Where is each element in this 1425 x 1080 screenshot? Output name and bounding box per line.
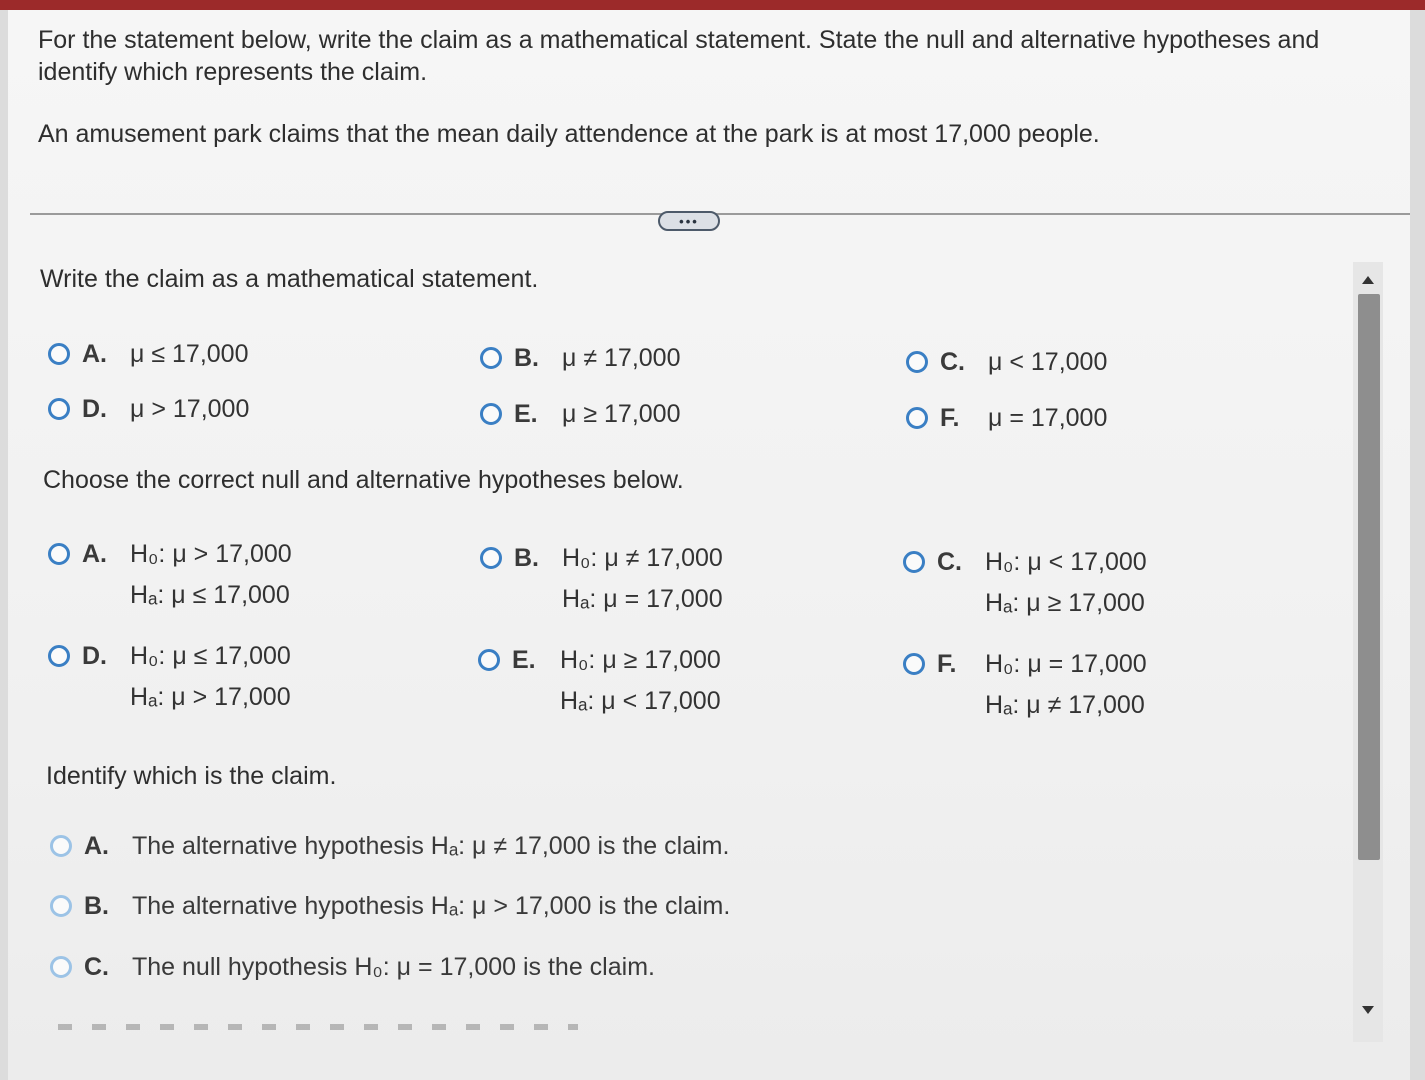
option-text: μ = 17,000	[988, 404, 1108, 432]
q2-option-f[interactable]	[903, 650, 1147, 720]
q2-option-b[interactable]	[480, 544, 723, 614]
q3-prompt: Identify which is the claim.	[46, 762, 337, 790]
null-hypothesis: H₀: μ ≥ 17,000	[560, 646, 721, 674]
q2-option-c[interactable]	[903, 548, 1147, 618]
alternative-hypothesis: Hₐ: μ ≤ 17,000	[130, 581, 290, 609]
option-text: μ < 17,000	[988, 348, 1108, 376]
radio-button[interactable]	[48, 343, 70, 365]
option-text: The alternative hypothesis Hₐ: μ ≠ 17,000 is the claim.	[132, 832, 730, 860]
option-letter: F.	[937, 650, 957, 678]
null-hypothesis: H₀: μ < 17,000	[985, 548, 1147, 576]
q1-option-c[interactable]	[906, 348, 1107, 377]
option-text: μ ≠ 17,000	[562, 344, 681, 372]
alternative-hypothesis: Hₐ: μ ≥ 17,000	[985, 589, 1145, 617]
option-letter: C.	[937, 548, 962, 576]
q2-option-a[interactable]	[48, 540, 292, 610]
cut-off-option-row	[58, 1024, 578, 1030]
instruction-line-1: For the statement below, write the claim as a mathematical statement. State the null and alternative hypotheses and	[38, 26, 1320, 54]
alternative-hypothesis: Hₐ: μ ≠ 17,000	[985, 691, 1145, 719]
radio-button[interactable]	[50, 895, 72, 917]
alternative-hypothesis: Hₐ: μ = 17,000	[562, 585, 723, 613]
q1-option-f[interactable]	[906, 404, 1107, 433]
radio-button[interactable]	[903, 653, 925, 675]
radio-button[interactable]	[48, 398, 70, 420]
option-letter: B.	[514, 344, 539, 372]
q2-option-e[interactable]	[478, 646, 721, 716]
q2-option-d[interactable]	[48, 642, 291, 712]
q2-prompt: Choose the correct null and alternative hypotheses below.	[43, 466, 684, 494]
option-letter: B.	[514, 544, 539, 572]
option-letter: A.	[84, 832, 109, 860]
radio-button[interactable]	[480, 403, 502, 425]
option-text: The alternative hypothesis Hₐ: μ > 17,000 is the claim.	[132, 892, 731, 920]
option-letter: A.	[82, 340, 107, 368]
q3-option-b[interactable]	[50, 892, 730, 921]
radio-button[interactable]	[906, 351, 928, 373]
problem-statement: An amusement park claims that the mean daily attendence at the park is at most 17,000 people.	[38, 120, 1100, 148]
q1-option-e[interactable]	[480, 400, 680, 429]
null-hypothesis: H₀: μ = 17,000	[985, 650, 1147, 678]
radio-button[interactable]	[906, 407, 928, 429]
q1-prompt: Write the claim as a mathematical statement.	[40, 265, 539, 293]
q1-option-b[interactable]	[480, 344, 680, 373]
option-letter: E.	[512, 646, 536, 674]
null-hypothesis: H₀: μ ≠ 17,000	[562, 544, 723, 572]
top-accent-bar	[0, 0, 1425, 10]
question-page	[8, 10, 1410, 1080]
scroll-down-arrow-icon[interactable]	[1362, 1006, 1374, 1014]
option-letter: A.	[82, 540, 107, 568]
option-letter: C.	[84, 953, 109, 981]
option-letter: C.	[940, 348, 965, 376]
section-divider	[30, 213, 1410, 215]
radio-button[interactable]	[480, 547, 502, 569]
radio-button[interactable]	[480, 347, 502, 369]
option-letter: D.	[82, 642, 107, 670]
q1-option-a[interactable]	[48, 340, 248, 369]
scrollbar-thumb[interactable]	[1358, 294, 1380, 860]
alternative-hypothesis: Hₐ: μ > 17,000	[130, 683, 291, 711]
null-hypothesis: H₀: μ ≤ 17,000	[130, 642, 291, 670]
option-text: μ ≤ 17,000	[130, 340, 249, 368]
radio-button[interactable]	[48, 645, 70, 667]
q3-option-c[interactable]	[50, 953, 655, 982]
option-letter: F.	[940, 404, 960, 432]
radio-button[interactable]	[50, 956, 72, 978]
option-letter: E.	[514, 400, 538, 428]
radio-button[interactable]	[903, 551, 925, 573]
radio-button[interactable]	[48, 543, 70, 565]
option-letter: B.	[84, 892, 109, 920]
option-text: μ > 17,000	[130, 395, 250, 423]
option-letter: D.	[82, 395, 107, 423]
more-options-button[interactable]: •••	[658, 211, 720, 231]
null-hypothesis: H₀: μ > 17,000	[130, 540, 292, 568]
q3-option-a[interactable]	[50, 832, 729, 861]
instruction-line-2: identify which represents the claim.	[38, 58, 428, 86]
alternative-hypothesis: Hₐ: μ < 17,000	[560, 687, 721, 715]
option-text: μ ≥ 17,000	[562, 400, 681, 428]
option-text: The null hypothesis H₀: μ = 17,000 is the claim.	[132, 953, 655, 981]
q1-option-d[interactable]	[48, 395, 249, 424]
scroll-up-arrow-icon[interactable]	[1362, 276, 1374, 284]
radio-button[interactable]	[50, 835, 72, 857]
radio-button[interactable]	[478, 649, 500, 671]
